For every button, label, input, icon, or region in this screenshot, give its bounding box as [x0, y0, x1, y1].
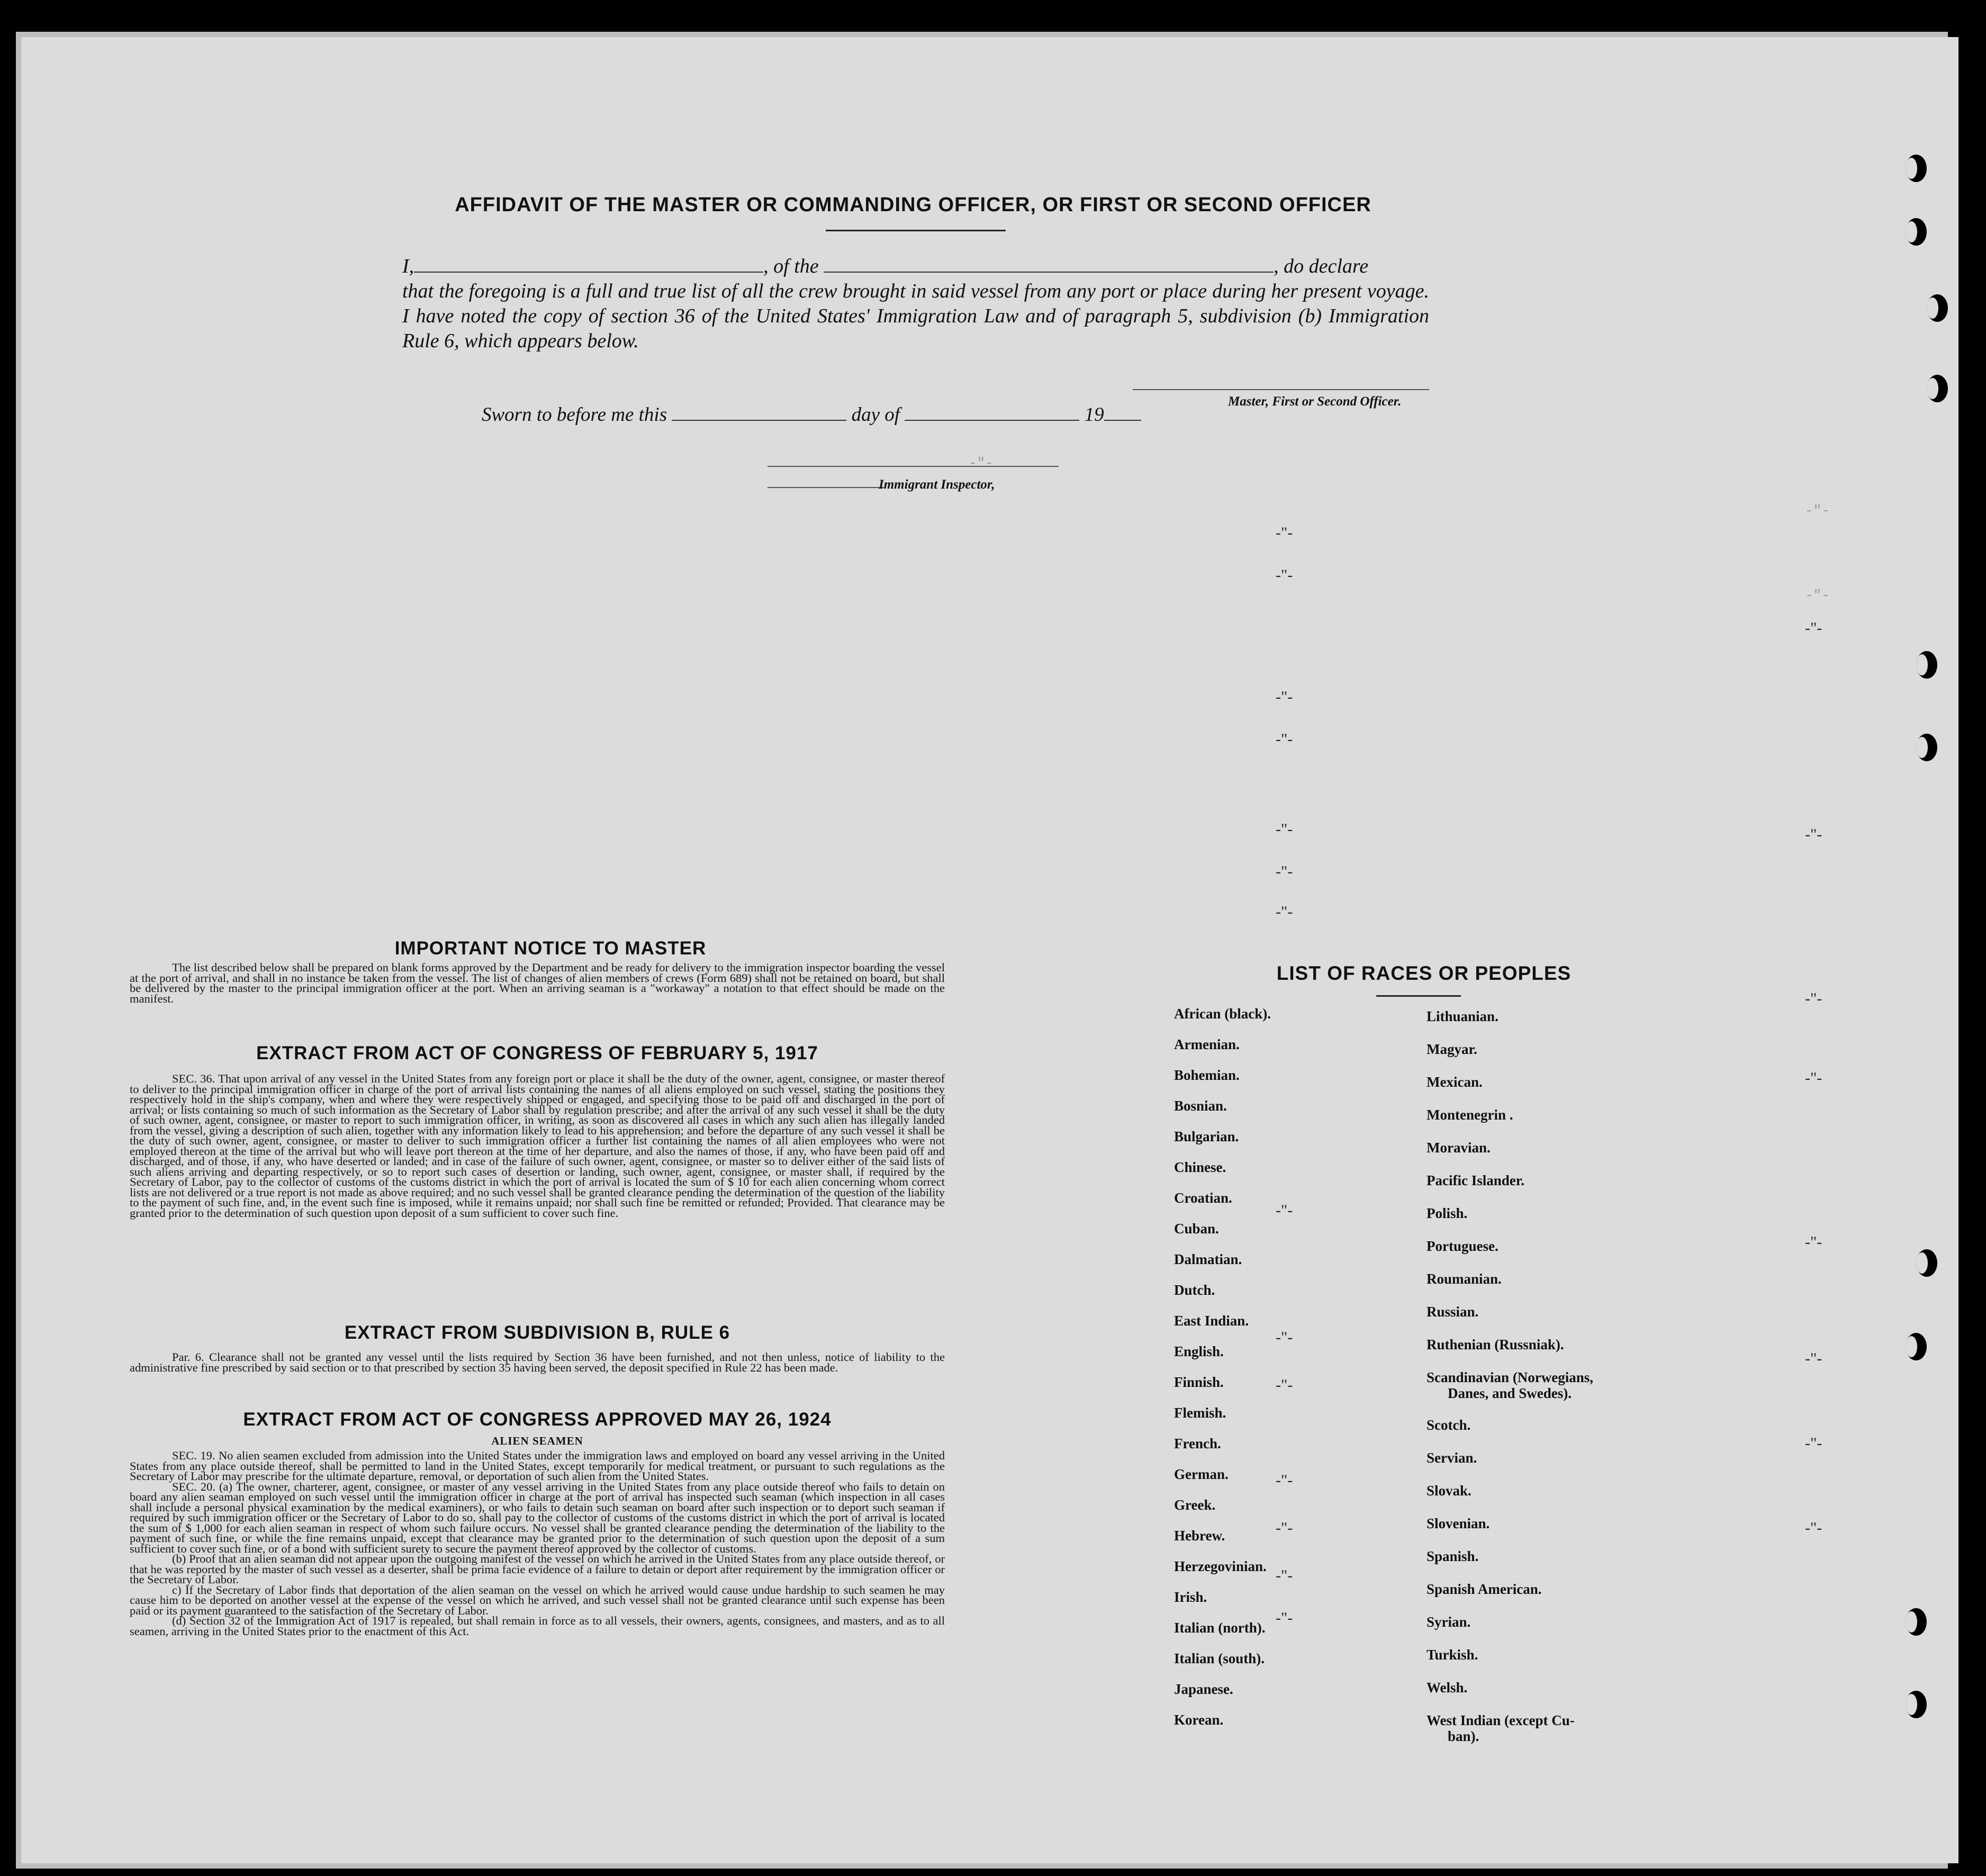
race-item: Slovenian.: [1427, 1516, 1490, 1531]
notice-paragraph: The list described below shall be prepared on blank forms approved by the Department and be ready for delivery to the immigration inspector boarding the vessel at the port of arrival, and shall in no instance be taken from the vessel. The list of changes of alien members of crews (Form 689) shall not be retained on board, but shall be delivered by the master to the principal immigration officer at the port. When an arriving seaman is a "workaway" a notation to that effect should be made on the manifest.: [130, 961, 945, 1005]
race-item: Hebrew.: [1174, 1528, 1225, 1544]
extract-1924-title: EXTRACT FROM ACT OF CONGRESS APPROVED MAY 26, 1924: [243, 1409, 832, 1430]
race-item: Welsh.: [1427, 1680, 1468, 1695]
ditto-mark: -"-: [1805, 1435, 1822, 1452]
race-item: Slovak.: [1427, 1483, 1472, 1499]
extract-1924-subtitle: ALIEN SEAMEN: [491, 1435, 583, 1447]
bleed-through-text: -"-: [1805, 503, 1830, 519]
binder-hole: [1906, 1608, 1927, 1636]
races-title-underline: [1376, 995, 1461, 997]
extract-1924-sec20a: SEC. 20. (a) The owner, charterer, agent, consignee, or master of any vessel arriving in the United States from any place outside thereof who fails to detain on board any alien seaman employed on such vessel until the immigration officer in charge at the port of arrival has inspected such seaman (which inspection in all cases shall include a personal physical examination by the medical examiners), or who fails to detain such seaman on board after such inspection or to deport such seaman if required by such immigration officer or the Secretary of Labor to do so, shall pay to the collector of customs of the customs district in which the port of arrival is located the sum of $ 1,000 for each alien seaman in respect of whom such failure occurs. No vessel shall be granted clearance pending the determination of the liability to the payment of such fine, or while the fine remains unpaid, except that clearance may be granted prior to the determination of such question upon the deposit of a sum sufficient to cover such fine, or of a bond with sufficient surety to secure the payment thereof approved by the collector of customs.: [130, 1480, 945, 1555]
extract-1924-sec20d: (d) Section 32 of the Immigration Act of 1917 is repealed, but shall remain in force as to all vessels, their owners, agents, consignees, and masters, and as to all seamen, arriving in the United States prior to the enactment of this Act.: [130, 1614, 945, 1638]
race-item: Bohemian.: [1174, 1067, 1240, 1083]
ditto-mark: -"-: [1276, 566, 1293, 584]
binder-hole: [1906, 1333, 1927, 1360]
race-item: English.: [1174, 1343, 1224, 1359]
race-item: Pacific Islander.: [1427, 1172, 1524, 1188]
race-item: Bosnian.: [1174, 1098, 1227, 1114]
document-page: [21, 37, 1958, 1863]
affidavit-line1-mid: , of the: [763, 255, 819, 277]
race-item: Spanish American.: [1427, 1581, 1542, 1597]
sworn-year-label: 19: [1084, 404, 1104, 426]
race-item: Herzegovinian.: [1174, 1558, 1267, 1574]
sworn-day-blank[interactable]: [672, 404, 846, 421]
race-item: Greek.: [1174, 1497, 1216, 1513]
race-item: Bulgarian.: [1174, 1129, 1239, 1144]
race-item: Servian.: [1427, 1450, 1477, 1466]
sworn-year-blank[interactable]: [1104, 404, 1141, 421]
binder-hole: [1916, 734, 1937, 761]
race-item: Dutch.: [1174, 1282, 1215, 1298]
bleed-through-text: -"-: [969, 455, 994, 471]
race-item: German.: [1174, 1466, 1229, 1482]
extract-rule6-paragraph: Par. 6. Clearance shall not be granted any vessel until the lists required by Section 36 have been furnished, and not then unless, notice of liability to the administrative fine prescribed by said section or to that prescribed by section 35 having been served, the deposit specified in Rule 22 has been made.: [130, 1350, 945, 1374]
binder-hole: [1916, 1249, 1937, 1277]
affidavit-title: AFFIDAVIT OF THE MASTER OR COMMANDING OFFICER, OR FIRST OR SECOND OFFICER: [455, 194, 1371, 216]
ditto-mark: -"-: [1276, 1472, 1293, 1489]
sworn-line: [482, 403, 1141, 426]
notice-title: IMPORTANT NOTICE TO MASTER: [394, 938, 707, 959]
race-item: East Indian.: [1174, 1313, 1249, 1329]
race-item: Lithuanian.: [1427, 1008, 1498, 1024]
ditto-mark: -"-: [1805, 990, 1822, 1007]
race-item: Mexican.: [1427, 1074, 1483, 1090]
race-item: Armenian.: [1174, 1036, 1240, 1052]
extract-rule6-text: [130, 1352, 945, 1373]
binder-hole: [1916, 651, 1937, 679]
race-item: Finnish.: [1174, 1374, 1224, 1390]
affidavit-statement: [402, 254, 1429, 354]
race-item: Russian.: [1427, 1304, 1479, 1320]
race-item: Spanish.: [1427, 1548, 1479, 1564]
ditto-mark: -"-: [1276, 1567, 1293, 1584]
extract-1917-text: [130, 1074, 945, 1218]
vessel-name-blank[interactable]: [824, 256, 1274, 273]
race-item: Scandinavian (Norwegians,: [1427, 1369, 1594, 1385]
race-item: Turkish.: [1427, 1647, 1478, 1663]
race-item: Cuban.: [1174, 1221, 1219, 1237]
extract-1924-sec20c: c) If the Secretary of Labor finds that deportation of the alien seaman on the vessel on which he arrived would cause undue hardship to such seamen he may cause him to be deported on another vessel at the expense of the vessel on which he arrived, and such vessel shall not be granted clearance until such expense has been paid or its payment guaranteed to the satisfaction of the Secretary of Labor.: [130, 1583, 945, 1617]
extract-1924-sec19: SEC. 19. No alien seamen excluded from admission into the United States under the immigration laws and employed on board any vessel arriving in the United States from any place outside thereof, shall be permitted to land in the United States, except temporarily for medical treatment, or pursuant to such regulations as the Secretary of Labor may prescribe for the ultimate departure, removal, or deportation of such alien from the United States.: [130, 1449, 945, 1483]
ditto-mark: -"-: [1276, 1519, 1293, 1537]
race-item: Chinese.: [1174, 1159, 1226, 1175]
binder-hole: [1927, 375, 1948, 402]
ditto-mark: -"-: [1805, 1233, 1822, 1251]
race-item: Italian (south).: [1174, 1650, 1265, 1666]
ditto-mark: -"-: [1276, 730, 1293, 748]
sworn-month-blank[interactable]: [905, 404, 1079, 421]
binder-hole: [1906, 218, 1927, 246]
signature-label: Master, First or Second Officer.: [1228, 394, 1402, 409]
title-underline: [826, 230, 1006, 231]
notice-text: [130, 962, 945, 1004]
binder-hole: [1906, 1691, 1927, 1718]
ditto-mark: -"-: [1276, 524, 1293, 542]
signature-line[interactable]: [1133, 389, 1429, 390]
bleed-through-text: -"-: [1805, 588, 1830, 603]
binder-hole: [1906, 155, 1927, 182]
inspector-signature-line-2: [768, 487, 884, 488]
race-item: Ruthenian (Russniak).: [1427, 1337, 1564, 1352]
extract-1924-text: [130, 1450, 945, 1636]
extract-1917-title: EXTRACT FROM ACT OF CONGRESS OF FEBRUARY 5, 1917: [256, 1043, 818, 1063]
race-item: West Indian (except Cu-: [1427, 1712, 1575, 1728]
ditto-mark: -"-: [1276, 903, 1293, 921]
ditto-mark: -"-: [1276, 1609, 1293, 1627]
affidavit-line1-end: , do declare: [1274, 255, 1369, 277]
master-name-blank[interactable]: [414, 256, 763, 273]
affidavit-statement-text: that the foregoing is a full and true list of all the crew brought in said vessel from any port or place during her present voyage. I have noted the copy of section 36 of the United States' Immigration Law and of paragraph 5, subdivision (b) Immigration Rule 6, which appears below.: [402, 280, 1429, 352]
race-item: Danes, and Swedes).: [1448, 1385, 1572, 1401]
race-item: Irish.: [1174, 1589, 1207, 1605]
extract-1917-paragraph: SEC. 36. That upon arrival of any vessel in the United States from any foreign port or place it shall be the duty of the owner, agent, consignee, or master thereof to deliver to the principal immigration officer in charge of the port of arrival lists containing the names of all aliens employed on such vessel, stating the positions they respectively hold in the ship's company, when and where they were respectively shipped or engaged, and specifying those to be paid off and discharged in the port of arrival; or lists containing so much of such information as the Secretary of Labor shall by regulation prescribe; and after the arrival of any such vessel it shall be the duty of such owner, agent, consignee, or master to report to such immigration officer, in writing, as soon as discovered all cases in which any such alien has illegally landed from the vessel, giving a description of such alien, together with any information likely to lead to his apprehension; and before the departure of any such vessel it shall be the duty of such owner, agent, consignee, or master to deliver to such immigration officer a further list containing the names of all alien employees who were not employed thereon at the time of the arrival but who will leave port thereon at the time of her departure, and also the names of those, if any, who have been paid off and discharged, and of those, if any, who have deserted or landed; and in case of the failure of such owner, agent, consignee, or master so to deliver either of the said lists of such aliens arriving and departing respectively, or so to report such cases of desertion or landing, such owner, agent, consignee, or master shall, if required by the Secretary of Labor, pay to the collector of customs of the customs district in which the port of arrival is located the sum of $ 10 for each alien concerning whom correct lists are not delivered or a true report is not made as above required; and no such vessel shall be granted clearance pending the determination of the question of the liability to the payment of such fine, and, in the event such fine is imposed, while it remains unpaid; nor shall such fine be remitted or refunded; Provided. That clearance may be granted prior to the determination of such question upon deposit of a sum sufficient to cover such fine.: [130, 1072, 945, 1220]
ditto-mark: -"-: [1276, 820, 1293, 838]
race-item: French.: [1174, 1436, 1221, 1451]
race-item: Moravian.: [1427, 1140, 1491, 1156]
extract-1924-sec20b: (b) Proof that an alien seaman did not appear upon the outgoing manifest of the vessel on which he arrived in the United States from any place outside thereof, or that he was reported by the master of such vessel as a deserter, shall be prima facie evidence of a failure to detain or deport after requirement by the immigration officer or the Secretary of Labor.: [130, 1552, 945, 1586]
inspector-label: Immigrant Inspector,: [879, 477, 995, 492]
ditto-mark: -"-: [1276, 688, 1293, 706]
race-item: Montenegrin .: [1427, 1107, 1513, 1123]
sworn-day-label: day of: [851, 404, 900, 426]
binder-hole: [1927, 294, 1948, 322]
ditto-mark: -"-: [1805, 1350, 1822, 1367]
race-item: Roumanian.: [1427, 1271, 1502, 1287]
race-item: Croatian.: [1174, 1190, 1232, 1206]
race-item: Portuguese.: [1427, 1238, 1498, 1254]
race-item: Polish.: [1427, 1205, 1468, 1221]
ditto-mark: -"-: [1805, 1069, 1822, 1087]
race-item: Italian (north).: [1174, 1620, 1266, 1636]
race-item: Syrian.: [1427, 1614, 1471, 1630]
ditto-mark: -"-: [1805, 1519, 1822, 1537]
ditto-mark: -"-: [1805, 826, 1822, 843]
ditto-mark: -"-: [1276, 1329, 1293, 1346]
race-item: Flemish.: [1174, 1405, 1226, 1421]
ditto-mark: -"-: [1805, 619, 1822, 637]
race-item: Korean.: [1174, 1712, 1224, 1728]
race-item: ban).: [1448, 1728, 1479, 1744]
ditto-mark: -"-: [1276, 863, 1293, 880]
ditto-mark: -"-: [1276, 1202, 1293, 1219]
ditto-mark: -"-: [1276, 1376, 1293, 1394]
race-item: Dalmatian.: [1174, 1251, 1242, 1267]
race-item: Magyar.: [1427, 1041, 1477, 1057]
races-title: LIST OF RACES OR PEOPLES: [1276, 962, 1572, 984]
race-item: Japanese.: [1174, 1681, 1233, 1697]
extract-rule6-title: EXTRACT FROM SUBDIVISION B, RULE 6: [344, 1322, 730, 1343]
sworn-prefix: Sworn to before me this: [482, 404, 667, 426]
race-item: African (black).: [1174, 1006, 1271, 1022]
race-item: Scotch.: [1427, 1417, 1471, 1433]
inspector-signature-line[interactable]: [768, 466, 1059, 467]
affidavit-line1-start: I,: [402, 255, 414, 277]
